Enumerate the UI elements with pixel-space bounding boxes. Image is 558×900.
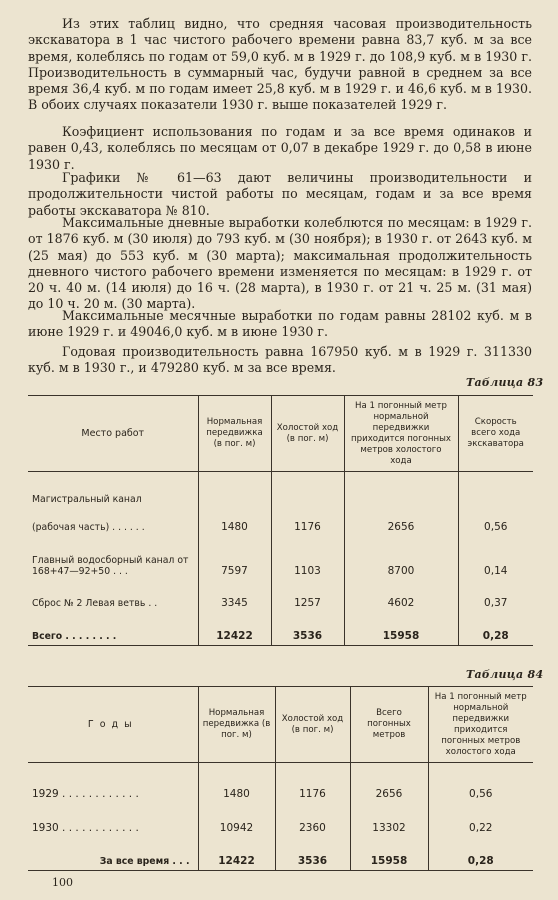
cell-idle: 1103 (271, 536, 344, 580)
page-number: 100 (52, 876, 73, 889)
cell-year: 1929 . . . . . . . . . . . . (32, 787, 139, 800)
header-idle: Холостой ход (в пог. м) (271, 396, 344, 472)
cell-per-meter: 15958 (344, 612, 458, 646)
cell-total: 13302 (350, 803, 428, 837)
header-years: Годы (87, 719, 138, 730)
table-row (28, 536, 533, 580)
cell-idle: 3536 (275, 837, 350, 871)
cell-idle: 2360 (275, 803, 350, 837)
cell-speed: 0,56 (458, 508, 533, 536)
cell-speed (458, 472, 533, 508)
cell-idle: 1176 (275, 763, 350, 803)
header-normal: Нормальная передвижка (в пог. м) (198, 396, 271, 472)
header-total: Всего погонных метров (350, 687, 428, 763)
cell-per-meter: 0,22 (428, 803, 533, 837)
cell-normal: 10942 (198, 803, 275, 837)
cell-per-meter: 0,56 (428, 763, 533, 803)
table-row-total (28, 612, 533, 646)
header-speed: Скорость всего хода экскаватора (458, 396, 533, 472)
cell-normal: 1480 (198, 763, 275, 803)
cell-per-meter: 8700 (344, 536, 458, 580)
paragraph-max-daily: Максимальные дневные выработки колеблются по месяцам: в 1929 г. от 1876 куб. м (30 июля) до 793 куб. м (30 ноября); в 1930 г. от 2643 куб. м (25 мая) до 553 куб. м (30 марта); максимальная продолжительность дневного чистого рабочего времени изменяется по месяцам: в 1929 г. от 20 ч. 40 м. (14 июля) до 16 ч. (28 марта), в 1930 г. от 21 ч. 25 м. (31 мая) до 10 ч. 20 м. (30 марта). (28, 215, 532, 312)
cell-normal: 3345 (198, 580, 271, 612)
table-row (28, 580, 533, 612)
cell-idle (271, 472, 344, 508)
paragraph-annual: Годовая производительность равна 167950 куб. м в 1929 г. 311330 куб. м в 1930 г., и 479280 куб. м за все время. (28, 344, 532, 376)
cell-normal: 1480 (198, 508, 271, 536)
cell-year: За все время . . . (99, 856, 190, 867)
cell-total: 15958 (350, 837, 428, 871)
cell-per-meter: 0,28 (428, 837, 533, 871)
cell-normal: 12422 (198, 837, 275, 871)
cell-per-meter: 2656 (344, 508, 458, 536)
cell-per-meter: 4602 (344, 580, 458, 612)
cell-total: 2656 (350, 763, 428, 803)
header-per-meter: На 1 погонный метр нормальной передвижки приходится погонных метров холостого хода (428, 687, 533, 763)
table-84 (28, 686, 533, 871)
cell-speed: 0,14 (458, 536, 533, 580)
header-per-meter: На 1 погонный метр нормальной передвижки приходится погонных метров холостого хода (344, 396, 458, 472)
cell-speed: 0,37 (458, 580, 533, 612)
header-idle: Холостой ход (в пог. м) (275, 687, 350, 763)
cell-place: Всего . . . . . . . . (32, 631, 117, 642)
paragraph-productivity: Из этих таблиц видно, что средняя часовая производительность экскаватора в 1 час чистого рабочего времени равна 83,7 куб. м за все время, колеблясь по годам от 59,0 куб. м в 1929 г. до 108,9 куб. м в 1930 г. Производительность в суммарный час, будучи равной в среднем за все время 36,4 куб. м по годам имеет 25,8 куб. м в 1929 г. и 46,6 куб. м в 1930. В обоих случаях показатели 1930 г. выше показателей 1929 г. (28, 16, 532, 113)
table-row (28, 472, 533, 508)
table-83-caption: Таблица 83 (466, 376, 544, 389)
cell-normal: 12422 (198, 612, 271, 646)
cell-place: Магистральный канал (32, 493, 142, 505)
table-row-total (28, 837, 533, 871)
cell-speed: 0,28 (458, 612, 533, 646)
cell-per-meter (344, 472, 458, 508)
cell-idle: 1257 (271, 580, 344, 612)
header-normal: Нормальная передвижка (в пог. м) (198, 687, 275, 763)
paragraph-max-monthly: Максимальные месячные выработки по годам равны 28102 куб. м в июне 1929 г. и 49046,0 куб. м в июне 1930 г. (28, 308, 532, 340)
cell-idle: 1176 (271, 508, 344, 536)
cell-year: 1930 . . . . . . . . . . . . (32, 821, 139, 834)
cell-normal: 7597 (198, 536, 271, 580)
cell-place: Сброс № 2 Левая ветвь . . (32, 597, 158, 609)
paragraph-graphs: Графики № 61—63 дают величины производительности и продолжительности чистой работы по месяцам, годам и за все время работы экскаватора № 810. (28, 170, 532, 218)
table-83 (28, 395, 533, 646)
table-84-caption: Таблица 84 (466, 668, 544, 681)
paragraph-coefficient: Коэфициент использования по годам и за все время одинаков и равен 0,43, колеблясь по месяцам от 0,07 в декабре 1929 г. до 0,58 в июне 1930 г. (28, 124, 532, 172)
table-row (28, 803, 533, 837)
cell-idle: 3536 (271, 612, 344, 646)
header-place: Место работ (81, 428, 145, 439)
cell-place: (рабочая часть) . . . . . . (32, 521, 145, 533)
cell-place: Главный водосборный канал от 168+47—92+50 . . . (32, 554, 189, 577)
table-row (28, 508, 533, 536)
table-row (28, 763, 533, 803)
cell-normal (198, 472, 271, 508)
